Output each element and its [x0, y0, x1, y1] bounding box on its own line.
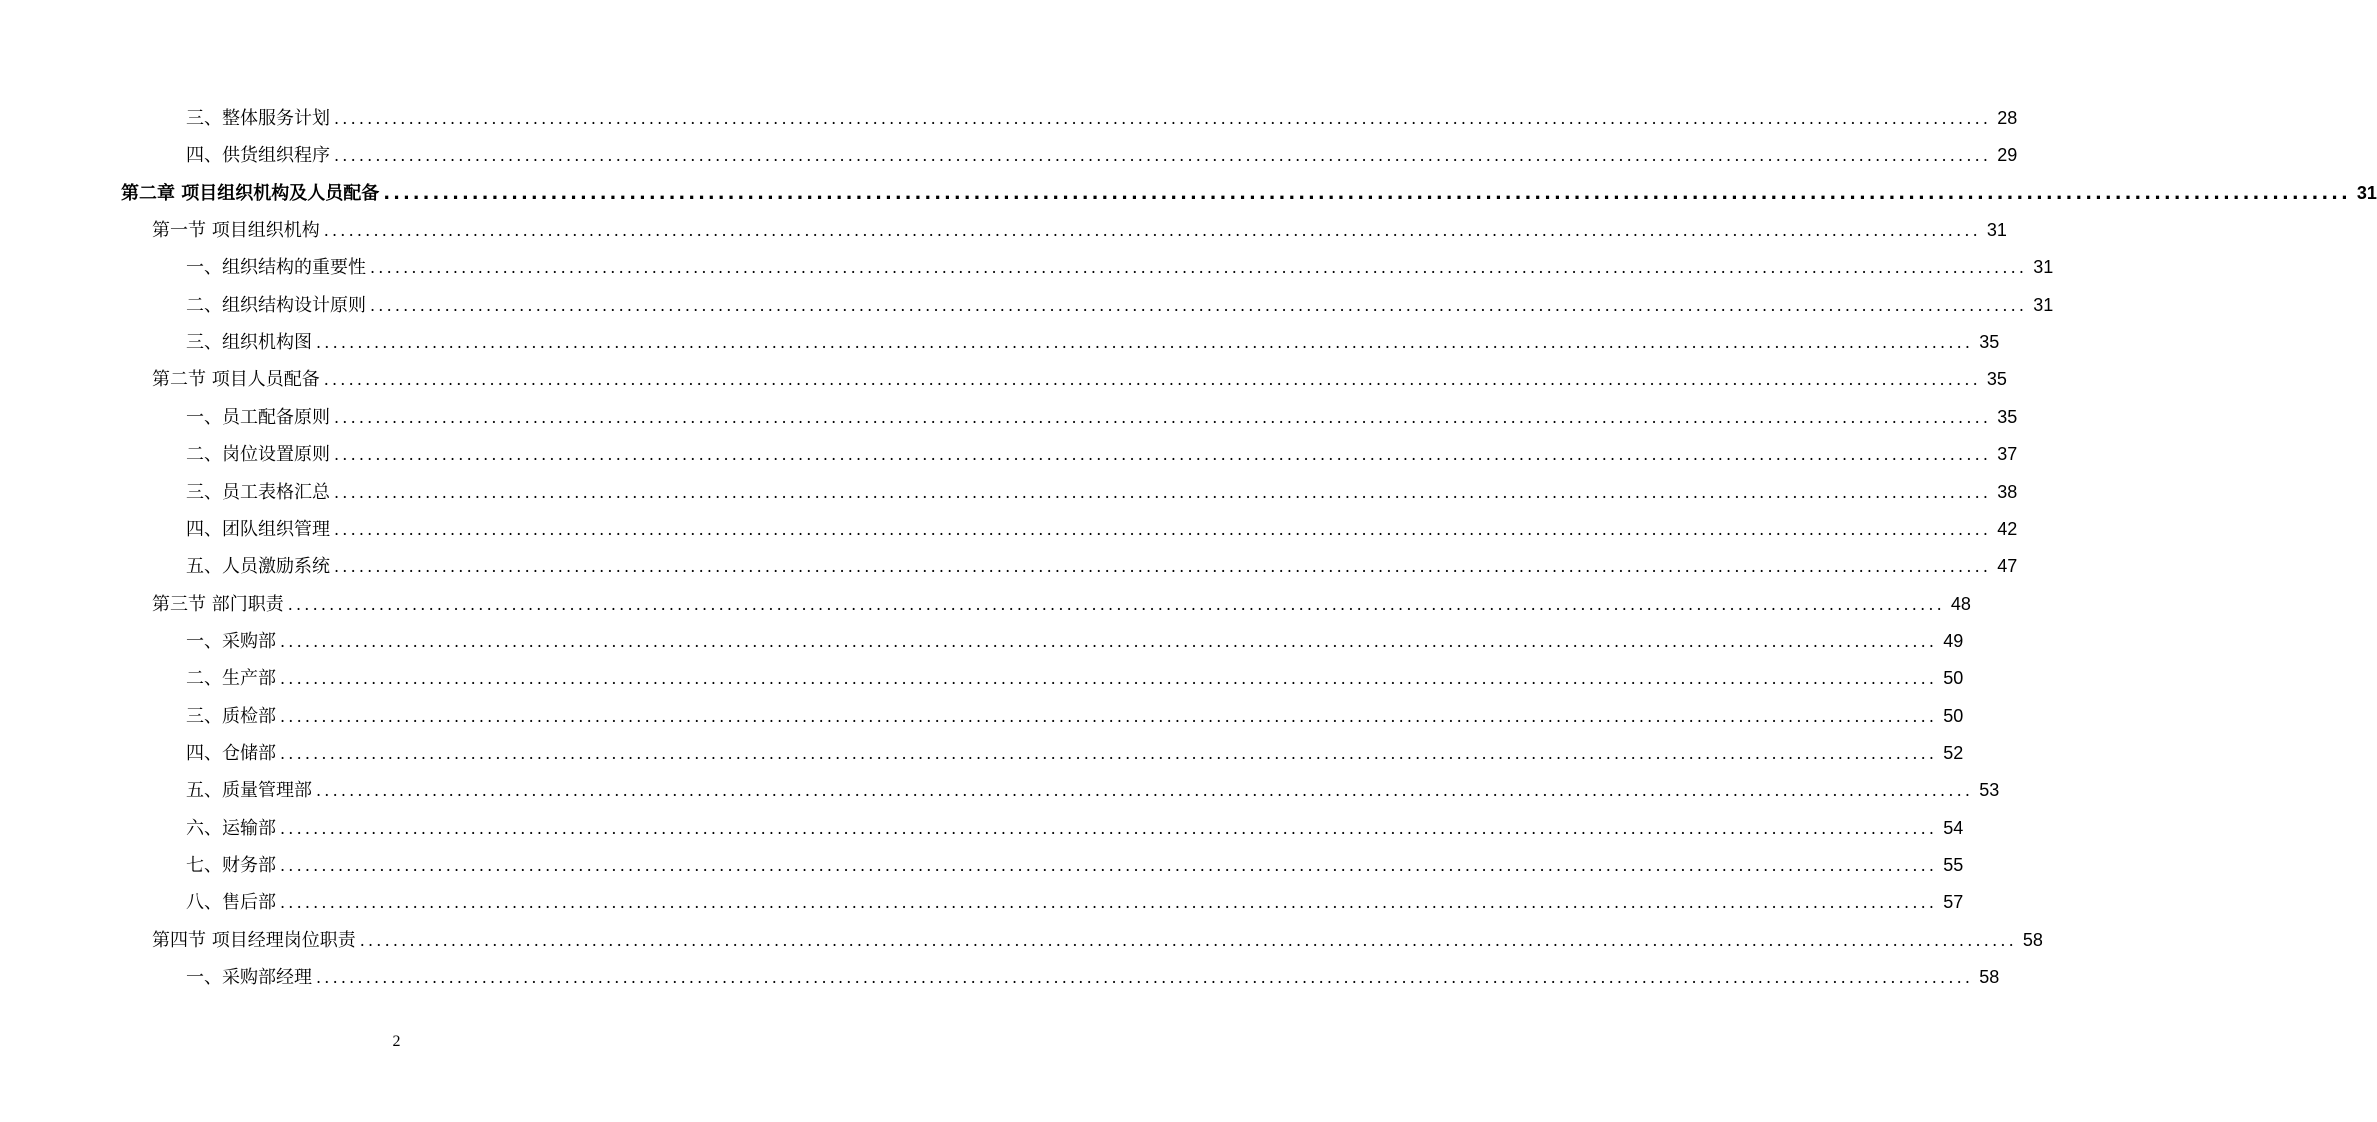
toc-entry[interactable]: [186, 249, 2054, 286]
toc-leader-dots: ........................................................................................................................................................................................................: [370, 258, 2028, 278]
toc-entry[interactable]: [152, 361, 2007, 398]
toc-entry-page: 50: [1943, 705, 1964, 726]
toc-entry-title: 三、员工表格汇总: [186, 481, 330, 503]
toc-entry[interactable]: [186, 100, 2018, 137]
toc-entry[interactable]: [186, 287, 2054, 324]
toc-leader-dots: ........................................................................................................................................................................................................: [280, 856, 1938, 875]
toc-entry-title: 二、生产部: [186, 668, 276, 690]
toc-entry-page: 49: [1943, 630, 1964, 651]
toc-entry-page: 53: [1979, 780, 2000, 801]
toc-entry[interactable]: [186, 698, 1964, 735]
toc-entry-page: 31: [1986, 220, 2007, 241]
toc-entry-page: 38: [1997, 481, 2018, 502]
toc-entry-page: 35: [1986, 369, 2007, 390]
toc-entry-title: 四、供货组织程序: [186, 145, 330, 167]
toc-entry-title: 三、整体服务计划: [186, 108, 330, 129]
toc-entry-title: 二、组织结构设计原则: [186, 294, 366, 316]
toc-entry-page: 31: [2033, 294, 2054, 315]
toc-leader-dots: ........................................................................................................................................................................................................: [316, 333, 1974, 353]
toc-entry[interactable]: [186, 548, 2018, 585]
toc-entry-title: 三、质检部: [186, 705, 276, 727]
toc-entry-page: 47: [1997, 556, 2018, 577]
toc-entry-page: 29: [1997, 145, 2018, 166]
toc-entry-title: 第二节 项目人员配备: [152, 369, 320, 391]
toc-entry-page: 58: [1979, 967, 2000, 988]
toc-entry-title: 一、员工配备原则: [186, 406, 330, 428]
toc-entry[interactable]: [186, 959, 2000, 996]
toc-entry-page: 58: [2022, 929, 2043, 950]
toc-leader-dots: ........................................................................................................................................................................................................: [334, 146, 1992, 166]
toc-leader-dots: ........................................................................................................................................................................................................: [316, 968, 1974, 988]
toc-entry-page: 54: [1943, 817, 1964, 838]
toc-entry[interactable]: [186, 623, 1964, 660]
toc-leader-dots: ........................................................................................................................................................................................................: [383, 182, 2351, 204]
toc-entry-page: 48: [1950, 593, 1971, 614]
toc-leader-dots: ........................................................................................................................................................................................................: [334, 407, 1992, 427]
toc-entry-page: 35: [1997, 406, 2018, 427]
toc-leader-dots: ........................................................................................................................................................................................................: [280, 706, 1938, 726]
toc-leader-dots: ........................................................................................................................................................................................................: [334, 557, 1992, 577]
toc-entry-title: 四、仓储部: [186, 742, 276, 764]
toc-entry[interactable]: [186, 772, 2000, 809]
toc-entry-title: 第一节 项目组织机构: [152, 220, 320, 242]
toc-leader-dots: ........................................................................................................................................................................................................: [323, 370, 1981, 390]
toc-entry-title: 七、财务部: [186, 855, 276, 876]
toc-leader-dots: ........................................................................................................................................................................................................: [359, 930, 2017, 950]
toc-entry-page: 31: [2033, 257, 2054, 278]
toc-entry-page: 50: [1943, 668, 1964, 689]
toc-leader-dots: ........................................................................................................................................................................................................: [323, 221, 1981, 241]
toc-entry-page: 55: [1943, 855, 1964, 875]
toc-entry-page: 52: [1943, 742, 1964, 763]
toc-entry-title: 四、团队组织管理: [186, 518, 330, 540]
toc-entry-title: 第二章 项目组织机构及人员配备: [121, 182, 380, 204]
toc-entry-title: 五、人员激励系统: [186, 556, 330, 578]
toc-entry-title: 第四节 项目经理岗位职责: [152, 929, 356, 951]
toc-entry[interactable]: [186, 399, 2018, 436]
toc-entry-page: 35: [1979, 332, 2000, 353]
toc-entry-title: 六、运输部: [186, 817, 276, 839]
toc-entry[interactable]: [186, 474, 2018, 511]
toc-leader-dots: ........................................................................................................................................................................................................: [370, 295, 2028, 315]
toc-entry-title: 一、采购部经理: [186, 967, 312, 989]
toc-leader-dots: ........................................................................................................................................................................................................: [280, 818, 1938, 838]
toc-entry-title: 三、组织机构图: [186, 332, 312, 354]
toc-entry[interactable]: [152, 212, 2007, 249]
toc-entry[interactable]: [186, 137, 2018, 174]
toc-entry-title: 二、岗位设置原则: [186, 444, 330, 466]
toc-entry-title: 五、质量管理部: [186, 780, 312, 802]
toc-entry[interactable]: [186, 847, 1964, 884]
toc-entry[interactable]: [186, 324, 2000, 361]
toc-leader-dots: ........................................................................................................................................................................................................: [280, 669, 1938, 689]
toc-entry[interactable]: [186, 436, 2018, 473]
toc-leader-dots: ........................................................................................................................................................................................................: [287, 594, 1945, 614]
toc-entry-page: 57: [1943, 892, 1964, 913]
toc-entry-title: 第三节 部门职责: [152, 593, 284, 615]
toc-entry-title: 一、采购部: [186, 630, 276, 652]
toc-entry-page: 28: [1997, 108, 2018, 128]
toc-entry-page: 37: [1997, 444, 2018, 465]
toc-leader-dots: ........................................................................................................................................................................................................: [334, 445, 1992, 465]
toc-leader-dots: ........................................................................................................................................................................................................: [280, 893, 1938, 913]
toc-entry[interactable]: [186, 660, 1964, 697]
page-number: 2: [392, 1033, 401, 1050]
toc-entry-title: 一、组织结构的重要性: [186, 257, 366, 279]
toc-leader-dots: ........................................................................................................................................................................................................: [334, 519, 1992, 539]
toc-entry[interactable]: [152, 922, 2043, 959]
toc-leader-dots: ........................................................................................................................................................................................................: [334, 109, 1992, 128]
toc-entry[interactable]: [186, 511, 2018, 548]
toc-entry[interactable]: [186, 810, 1964, 847]
toc-entry-page: 42: [1997, 518, 2018, 539]
toc-entry[interactable]: [186, 735, 1964, 772]
toc-leader-dots: ........................................................................................................................................................................................................: [280, 743, 1938, 763]
toc-entry[interactable]: [121, 175, 2377, 212]
toc-leader-dots: ........................................................................................................................................................................................................: [316, 781, 1974, 801]
toc-entry-page: 31: [2356, 182, 2377, 203]
toc-entry[interactable]: [152, 586, 1971, 623]
toc-leader-dots: ........................................................................................................................................................................................................: [280, 631, 1938, 651]
toc-entry[interactable]: [186, 884, 1964, 921]
toc-leader-dots: ........................................................................................................................................................................................................: [334, 482, 1992, 502]
toc-entry-title: 八、售后部: [186, 892, 276, 914]
